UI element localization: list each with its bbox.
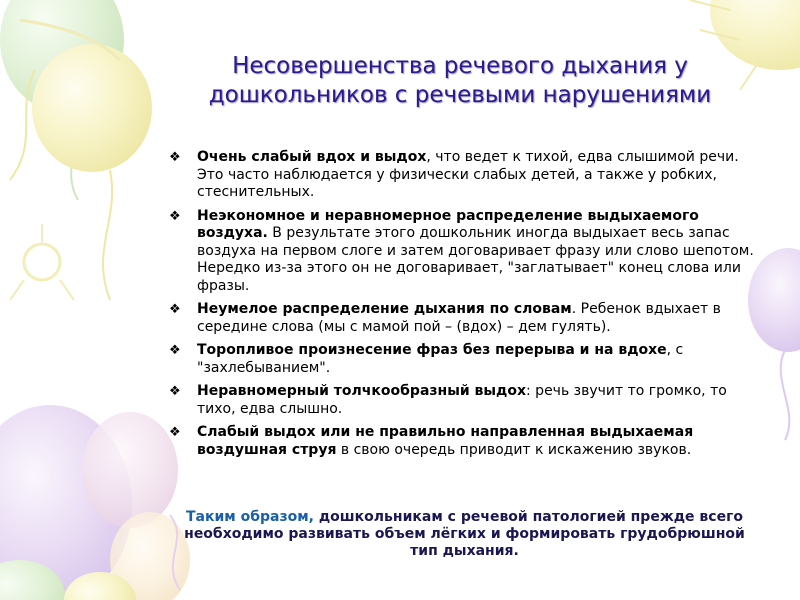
bullet-bold-text: Неумелое распределение дыхания по словам [197,301,572,317]
balloon-yellow [32,44,152,172]
list-item [168,342,768,377]
bullet-list [168,149,768,465]
diamond-bullet-icon: ❖ [169,343,181,358]
bullet-bold-text: Неэкономное и неравномерное распределение выдыхаемого воздуха. [197,207,699,241]
bullet-bold-text: Неравномерный толчкообразный выдох [197,383,527,399]
bullet-bold-text: Торопливое произнесение фраз без перерыва и на вдохе [197,342,667,358]
conclusion-lead: Таким образом, [185,509,314,525]
bullet-text: В результате этого дошкольник иногда выдыхает весь запас воздуха на первом слоге и затем договаривает фразу или слово шепотом. Нередко из-за этого он не договаривает, "заглатывает" конец слова или фразы. [197,225,754,294]
slide-title: Несовершенства речевого дыхания у дошкольников с речевыми нарушениями [208,53,712,108]
bullet-text: : речь звучит то громко, то тихо, едва слышно. [197,383,727,417]
list-item [168,301,768,336]
bullet-bold-text: Слабый выдох или не правильно направленная выдыхаемая воздушная струя [197,424,694,458]
balloon-pink [82,412,178,528]
bullet-bold-text: Очень слабый вдох и выдох [197,149,427,165]
bullet-text: в свою очередь приводит к искажению звуков. [336,441,692,458]
bullet-text: , с "захлебыванием". [197,342,684,376]
list-item [168,149,768,202]
list-item [168,424,768,459]
diamond-bullet-icon: ❖ [169,302,181,317]
conclusion-text [182,509,747,560]
diamond-bullet-icon: ❖ [169,425,181,440]
bullet-text: , что ведет к тихой, едва слышимой речи. Это часто наблюдается у физически слабых детей, а также у робких, стеснительных. [197,149,739,200]
bullet-text: . Ребенок вдыхает в середине слова (мы с мамой пой – (вдох) – дем гулять). [197,301,721,335]
list-item [168,208,768,296]
conclusion-body: дошкольникам с речевой патологией прежде всего необходимо развивать объем лёгких и формировать грудобрюшной тип дыхания. [184,509,745,559]
diamond-bullet-icon: ❖ [169,208,181,224]
diamond-bullet-icon: ❖ [169,150,181,165]
list-item [168,383,768,418]
diamond-bullet-icon: ❖ [169,384,181,399]
